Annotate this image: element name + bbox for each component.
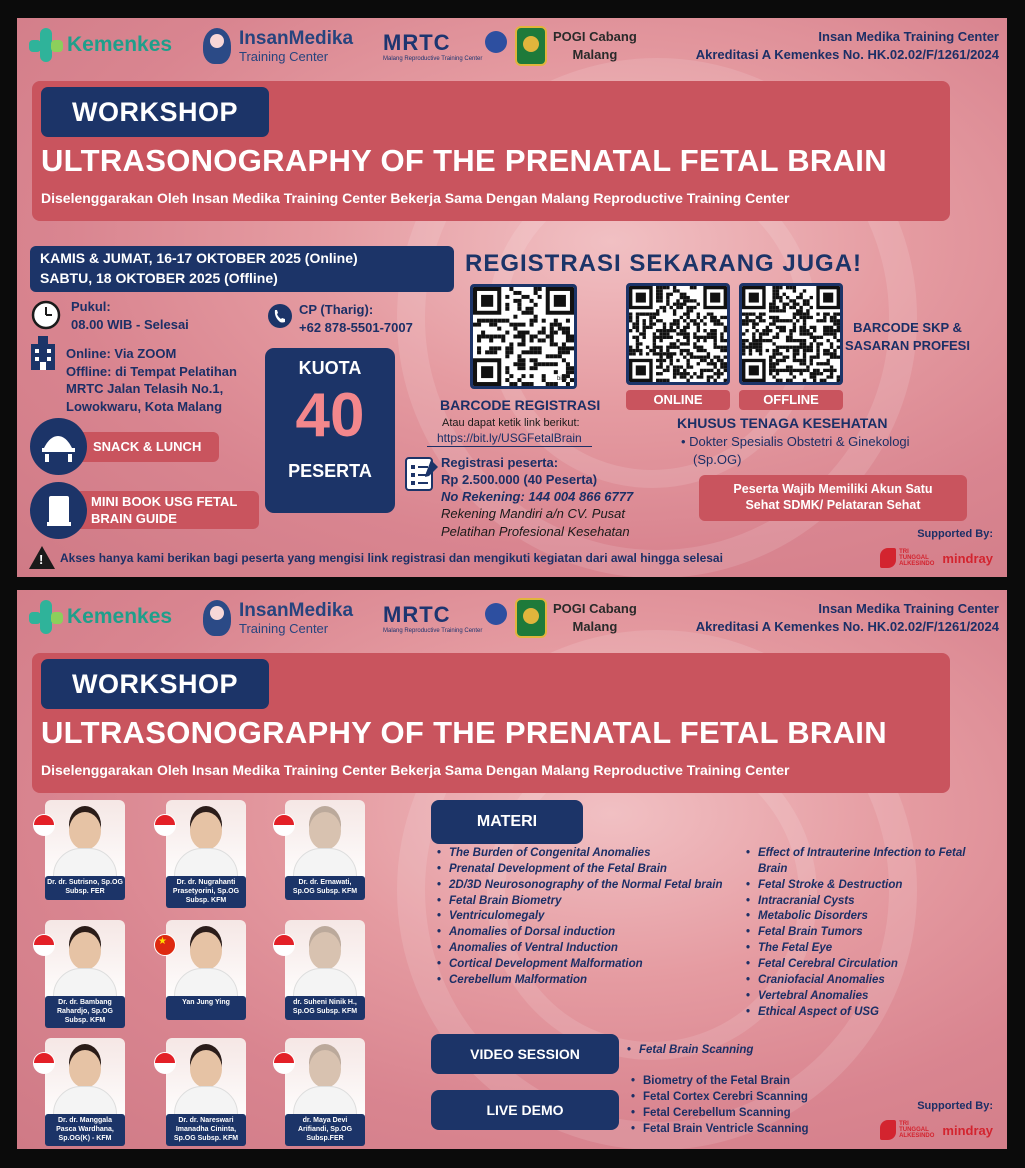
- contact-value: +62 878-5501-7007: [299, 319, 413, 335]
- poster-registration: [17, 18, 1007, 577]
- registration-bank-line2: Pelatihan Profesional Kesehatan: [441, 523, 630, 539]
- registration-bank-line1: Rekening Mandiri a/n CV. Pusat: [441, 506, 626, 522]
- time-value: 08.00 WIB - Selesai: [71, 316, 189, 332]
- speaker-photo: [285, 800, 365, 886]
- khusus-item2: (Sp.OG): [693, 451, 742, 467]
- khusus-list: [681, 433, 910, 469]
- supported-by-label: Supported By:: [917, 1100, 993, 1112]
- clock-icon: [31, 300, 61, 330]
- khusus-heading: KHUSUS TENAGA KESEHATAN: [677, 415, 888, 431]
- contact-label: CP (Tharig):: [299, 302, 374, 317]
- location-line2: Offline: di Tempat Pelatihan: [66, 363, 237, 379]
- list-item: • Biometry of the Fetal Brain: [631, 1074, 891, 1090]
- location-line1: Online: Via ZOOM: [66, 346, 177, 361]
- mindray-logo: mindray: [942, 550, 993, 566]
- pogi-logo: [515, 26, 637, 66]
- speaker-name: Dr. dr. Bambang Rahardjo, Sp.OG Subsp. KFM: [45, 996, 125, 1028]
- insan-medika-icon: [203, 28, 231, 64]
- mrtc-title: MRTC: [383, 30, 451, 55]
- workshop-badge: WORKSHOP: [41, 659, 269, 709]
- list-item: • Effect of Intrauterine Infection to Fetal Brain: [746, 846, 986, 878]
- qr-online-label: ONLINE: [626, 390, 730, 410]
- qr-offline-label: OFFLINE: [739, 390, 843, 410]
- indonesia-flag-icon: [273, 1052, 295, 1074]
- live-demo-list: [631, 1074, 891, 1137]
- minibook-pill: [75, 491, 259, 529]
- list-item: • Metabolic Disorders: [746, 909, 986, 925]
- list-item: • Fetal Brain Biometry: [437, 894, 737, 910]
- snack-lunch-pill: SNACK & LUNCH: [75, 432, 219, 462]
- speaker-card: [166, 1038, 246, 1146]
- tt-line3: ALKESINDO: [899, 1133, 935, 1139]
- barcode-skp-label: [845, 319, 970, 355]
- accreditation: [696, 600, 999, 635]
- kemenkes-text: Kemenkes: [67, 33, 173, 56]
- date-line1: KAMIS & JUMAT, 16-17 OKTOBER 2025 (Online): [40, 250, 358, 266]
- date-line2: SABTU, 18 OKTOBER 2025 (Offline): [40, 269, 278, 286]
- indonesia-flag-icon: [33, 814, 55, 836]
- insan-medika-logo: [203, 600, 353, 636]
- materi-badge: MATERI: [431, 800, 583, 844]
- tri-tunggal-icon: [880, 1120, 896, 1140]
- khusus-item1: Dokter Spesialis Obstetri & Ginekologi: [689, 434, 910, 449]
- registration-details: [441, 454, 633, 540]
- speaker-photo: [285, 920, 365, 1006]
- tri-tunggal-text: [899, 1121, 934, 1139]
- workshop-subtitle: Diselenggarakan Oleh Insan Medika Training Center Bekerja Sama Dengan Malang Reproductive Training Center: [41, 762, 790, 778]
- accreditation: [696, 28, 999, 63]
- indonesia-flag-icon: [273, 934, 295, 956]
- materi-list-1: [437, 846, 737, 989]
- speaker-photo: [166, 800, 246, 886]
- mrtc-title: MRTC: [383, 602, 451, 627]
- list-item: • Cerebellum Malformation: [437, 973, 737, 989]
- mrtc-logo: [383, 602, 507, 634]
- speaker-photo: [285, 1038, 365, 1124]
- insan-medika-title: InsanMedika: [239, 28, 354, 49]
- time-label: Pukul:: [71, 299, 111, 314]
- list-item: • Vertebral Anomalies: [746, 989, 986, 1005]
- pogi-line1: POGI Cabang: [553, 601, 637, 617]
- quota-unit: PESERTA: [288, 461, 372, 481]
- warning-text: Akses hanya kami berikan bagi peserta yang mengisi link registrasi dan mengikuti kegiatan dari awal hingga selesai: [60, 550, 723, 565]
- speaker-photo: [166, 1038, 246, 1124]
- pogi-seal-icon: [515, 26, 547, 66]
- pogi-line1: POGI Cabang: [553, 29, 637, 45]
- speaker-photo: [166, 920, 246, 1006]
- qr-online[interactable]: [626, 283, 730, 385]
- list-item: • Craniofacial Anomalies: [746, 973, 986, 989]
- book-icon: [30, 482, 87, 539]
- location-info: [66, 345, 237, 415]
- registration-heading: REGISTRASI SEKARANG JUGA!: [465, 250, 863, 277]
- kemenkes-icon: [29, 28, 63, 62]
- poster-program: [17, 590, 1007, 1149]
- header-logos: [17, 590, 1007, 654]
- china-flag-icon: [154, 934, 176, 956]
- speaker-card: [285, 800, 365, 900]
- speaker-card: [285, 1038, 365, 1146]
- kemenkes-logo: [29, 600, 172, 634]
- location-line3: MRTC Jalan Telasih No.1,: [66, 381, 224, 397]
- kemenkes-text: Kemenkes: [67, 605, 173, 628]
- header-logos: [17, 18, 1007, 82]
- skp-line2: SASARAN PROFESI: [845, 338, 970, 354]
- minibook-line2: BRAIN GUIDE: [91, 510, 177, 526]
- khusus-item: • Dokter Spesialis Obstetri & Ginekologi: [681, 434, 910, 449]
- insan-medika-subtitle: Training Center: [239, 621, 329, 636]
- location-line4: Lowokwaru, Kota Malang: [66, 398, 223, 414]
- wajib-line2: Sehat SDMK/ Pelataran Sehat: [745, 498, 921, 513]
- indonesia-flag-icon: [273, 814, 295, 836]
- list-item: • Fetal Stroke & Destruction: [746, 878, 986, 894]
- supported-by-label: Supported By:: [917, 528, 993, 540]
- mrtc-logo: [383, 30, 507, 62]
- workshop-title: ULTRASONOGRAPHY OF THE PRENATAL FETAL BRAIN: [41, 715, 887, 750]
- registration-link[interactable]: https://bit.ly/USGFetalBrain: [427, 431, 592, 447]
- qr-code-icon: [742, 286, 840, 382]
- speaker-card: [45, 800, 125, 900]
- minibook-line1: MINI BOOK USG FETAL: [91, 494, 238, 509]
- speaker-card: [45, 920, 125, 1028]
- indonesia-flag-icon: [33, 934, 55, 956]
- speaker-card: [45, 1038, 125, 1146]
- speaker-name: dr. Suheni Ninik H., Sp.OG Subsp. KFM: [285, 996, 365, 1020]
- speaker-photo: [45, 800, 125, 886]
- speaker-name: Dr. dr. Ernawati, Sp.OG Subsp. KFM: [285, 876, 365, 900]
- accreditation-line1: Insan Medika Training Center: [818, 601, 999, 616]
- quota-value: 40: [295, 381, 365, 450]
- quota-box: [265, 348, 395, 513]
- warning-icon: [29, 546, 55, 569]
- kemenkes-icon: [29, 600, 63, 634]
- speaker-name: Dr. dr. Manggala Pasca Wardhana, Sp.OG(K) - KFM: [45, 1114, 125, 1146]
- tt-line2: TUNGGAL: [899, 555, 929, 561]
- workshop-badge: WORKSHOP: [41, 87, 269, 137]
- pogi-line2: Malang: [572, 619, 618, 634]
- list-item: • Fetal Brain Scanning: [627, 1043, 867, 1059]
- building-icon: [29, 336, 57, 372]
- live-demo-badge: LIVE DEMO: [431, 1090, 619, 1130]
- qr-code-icon: [473, 287, 574, 386]
- time-info: [71, 298, 189, 333]
- list-item: • 2D/3D Neurosonography of the Normal Fetal brain: [437, 878, 737, 894]
- mrtc-subtitle: Malang Reproductive Training Center: [383, 628, 483, 634]
- food-icon: [30, 418, 87, 475]
- accreditation-line2: Akreditasi A Kemenkes No. HK.02.02/F/1261/2024: [695, 46, 999, 62]
- qr-offline[interactable]: [739, 283, 843, 385]
- speaker-card: [285, 920, 365, 1020]
- qr-bitly-mark: bitly: [557, 376, 568, 382]
- indonesia-flag-icon: [154, 814, 176, 836]
- list-item: • Anomalies of Ventral Induction: [437, 941, 737, 957]
- speaker-name: Dr. dr. Nareswari Imanadha Cininta, Sp.OG Subsp. KFM: [166, 1114, 246, 1146]
- speaker-photo: [45, 920, 125, 1006]
- phone-icon: [267, 303, 293, 329]
- tt-line1: TRI: [899, 549, 909, 555]
- list-item: • Fetal Cerebellum Scanning: [631, 1106, 891, 1122]
- pogi-logo: [515, 598, 637, 638]
- registration-price: Rp 2.500.000 (40 Peserta): [441, 472, 598, 488]
- indonesia-flag-icon: [154, 1052, 176, 1074]
- list-item: • Fetal Brain Tumors: [746, 925, 986, 941]
- access-warning: [29, 546, 723, 569]
- list-item: • Ethical Aspect of USG: [746, 1005, 986, 1021]
- skp-line1: BARCODE SKP &: [853, 320, 962, 335]
- insan-medika-subtitle: Training Center: [239, 49, 329, 64]
- insan-medika-title: InsanMedika: [239, 600, 354, 621]
- tt-line1: TRI: [899, 1121, 909, 1127]
- speaker-name: dr. Maya Devi Arifiandi, Sp.OG Subsp.FER: [285, 1114, 365, 1146]
- accreditation-line1: Insan Medika Training Center: [818, 29, 999, 44]
- link-intro: Atau dapat ketik link berikut:: [442, 417, 580, 429]
- accreditation-line2: Akreditasi A Kemenkes No. HK.02.02/F/1261/2024: [695, 618, 999, 634]
- wajib-akun-pill: [699, 475, 967, 521]
- sponsors: [880, 528, 993, 568]
- video-session-list: [627, 1043, 867, 1059]
- list-item: • Anomalies of Dorsal induction: [437, 925, 737, 941]
- mrtc-icon: [485, 31, 507, 53]
- title-box: [32, 81, 950, 221]
- qr-registration[interactable]: [470, 284, 577, 389]
- video-session-badge: VIDEO SESSION: [431, 1034, 619, 1074]
- pogi-line2: Malang: [572, 47, 618, 62]
- pogi-seal-icon: [515, 598, 547, 638]
- tt-line3: ALKESINDO: [899, 561, 935, 567]
- event-dates: [30, 246, 454, 292]
- materi-list-2: [746, 846, 986, 1020]
- insan-medika-icon: [203, 600, 231, 636]
- workshop-subtitle: Diselenggarakan Oleh Insan Medika Training Center Bekerja Sama Dengan Malang Reproductive Training Center: [41, 190, 790, 206]
- speaker-name: Dr. dr. Nugrahanti Prasetyorini, Sp.OG Subsp. KFM: [166, 876, 246, 908]
- list-item: • The Burden of Congenital Anomalies: [437, 846, 737, 862]
- qr-code-icon: [629, 286, 727, 382]
- registration-label: Registrasi peserta:: [441, 455, 559, 470]
- speaker-name: Yan Jung Ying: [166, 996, 246, 1020]
- contact-info: [299, 301, 413, 336]
- speaker-card: [166, 920, 246, 1020]
- mrtc-subtitle: Malang Reproductive Training Center: [383, 56, 483, 62]
- speaker-card: [166, 800, 246, 908]
- sponsors: [880, 1100, 993, 1140]
- list-item: • Fetal Brain Ventricle Scanning: [631, 1122, 891, 1138]
- wajib-line1: Peserta Wajib Memiliki Akun Satu: [733, 482, 933, 496]
- form-icon: [403, 454, 441, 494]
- mrtc-icon: [485, 603, 507, 625]
- quota-label: KUOTA: [298, 358, 362, 378]
- list-item: • Fetal Cortex Cerebri Scanning: [631, 1090, 891, 1106]
- list-item: • Cortical Development Malformation: [437, 957, 737, 973]
- tt-line2: TUNGGAL: [899, 1127, 929, 1133]
- mindray-logo: mindray: [942, 1122, 993, 1138]
- indonesia-flag-icon: [33, 1052, 55, 1074]
- registration-account: No Rekening: 144 004 866 6777: [441, 489, 634, 505]
- tri-tunggal-icon: [880, 548, 896, 568]
- insan-medika-logo: [203, 28, 353, 64]
- kemenkes-logo: [29, 28, 172, 62]
- list-item: • Prenatal Development of the Fetal Brain: [437, 862, 737, 878]
- barcode-registrasi-label: BARCODE REGISTRASI: [440, 397, 601, 413]
- tri-tunggal-text: [899, 549, 934, 567]
- list-item: • Intracranial Cysts: [746, 894, 986, 910]
- list-item: • The Fetal Eye: [746, 941, 986, 957]
- title-box: [32, 653, 950, 793]
- workshop-title: ULTRASONOGRAPHY OF THE PRENATAL FETAL BRAIN: [41, 143, 887, 178]
- speaker-name: Dr. dr. Sutrisno, Sp.OG Subsp. FER: [45, 876, 125, 900]
- list-item: • Ventriculomegaly: [437, 909, 737, 925]
- speaker-photo: [45, 1038, 125, 1124]
- list-item: • Fetal Cerebral Circulation: [746, 957, 986, 973]
